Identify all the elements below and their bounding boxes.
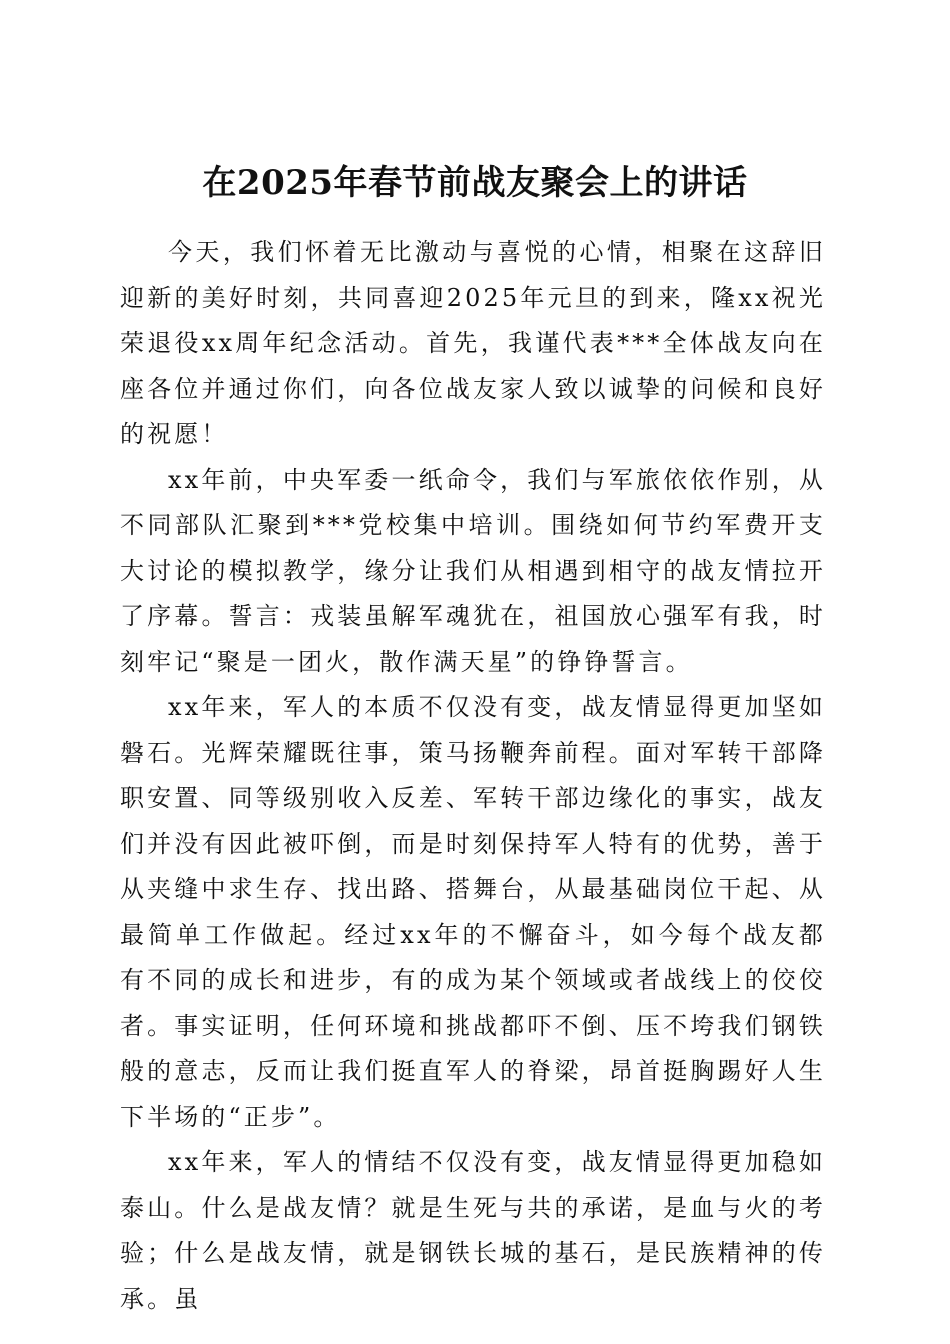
paragraph-1: 今天，我们怀着无比激动与喜悦的心情，相聚在这辞旧迎新的美好时刻，共同喜迎2025年元旦的到来，隆xx祝光荣退役xx周年纪念活动。首先，我谨代表***全体战友向在座各位并通过你们，向各位战友家人致以诚挚的问候和良好的祝愿！ <box>120 238 826 448</box>
paragraph-2: xx年前，中央军委一纸命令，我们与军旅依依作别，从不同部队汇聚到***党校集中培训。围绕如何节约军费开支大讨论的模拟教学，缘分让我们从相遇到相守的战友情拉开了序幕。誓言：戎装虽解军魂犹在，祖国放心强军有我，时刻牢记“聚是一团火，散作满天星”的铮铮誓言。 <box>120 465 826 676</box>
document-body <box>120 230 826 1322</box>
paragraph-3: xx年来，军人的本质不仅没有变，战友情显得更加坚如磐石。光辉荣耀既往事，策马扬鞭奔前程。面对军转干部降职安置、同等级别收入反差、军转干部边缘化的事实，战友们并没有因此被吓倒，而是时刻保持军人特有的优势，善于从夹缝中求生存、找出路、搭舞台，从最基础岗位干起、从最简单工作做起。经过xx年的不懈奋斗，如今每个战友都有不同的成长和进步，有的成为某个领域或者战线上的佼佼者。事实证明，任何环境和挑战都吓不倒、压不垮我们钢铁般的意志，反而让我们挺直军人的脊梁，昂首挺胸踢好人生下半场的“正步”。 <box>120 693 826 1131</box>
paragraph-4: xx年来，军人的情结不仅没有变，战友情显得更加稳如泰山。什么是战友情？就是生死与共的承诺，是血与火的考验；什么是战友情，就是钢铁长城的基石，是民族精神的传承。虽 <box>120 1148 826 1313</box>
document-title: 在2025年春节前战友聚会上的讲话 <box>202 162 748 203</box>
